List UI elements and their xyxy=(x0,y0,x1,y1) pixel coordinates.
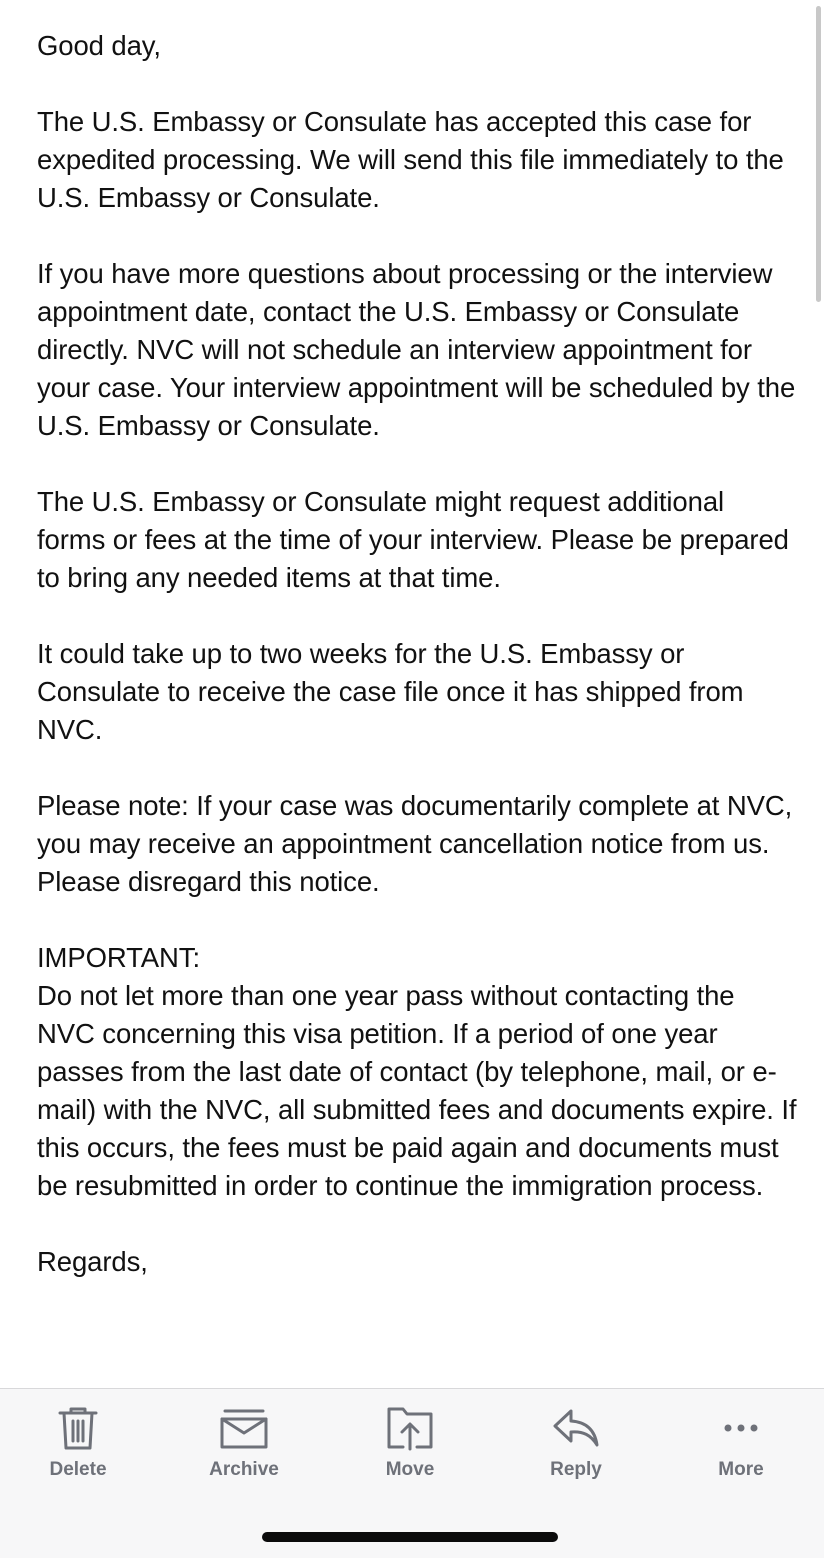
move-button[interactable] xyxy=(345,1405,475,1485)
more-button[interactable] xyxy=(676,1405,806,1485)
paragraph: If you have more questions about processing or the interview appointment date, contact the U.S. Embassy or Consulate directly. NVC will not schedule an interview appointment for your case. Your interview appointment will be scheduled by the U.S. Embassy or Consulate. xyxy=(37,258,796,441)
move-icon xyxy=(385,1405,435,1451)
reply-icon xyxy=(551,1405,601,1451)
trash-icon xyxy=(56,1405,100,1451)
closing: Regards, xyxy=(37,1246,148,1277)
delete-button[interactable] xyxy=(13,1405,143,1485)
more-label: More xyxy=(718,1459,764,1480)
delete-label: Delete xyxy=(49,1459,107,1480)
scrollbar[interactable] xyxy=(816,6,821,302)
reply-button[interactable] xyxy=(511,1405,641,1485)
paragraph: Please note: If your case was documentarily complete at NVC, you may receive an appointment cancellation notice from us. Please disregard this notice. xyxy=(37,790,793,897)
home-indicator[interactable] xyxy=(262,1532,558,1542)
paragraph: It could take up to two weeks for the U.S. Embassy or Consulate to receive the case file once it has shipped from NVC. xyxy=(37,638,744,745)
greeting: Good day, xyxy=(37,30,161,61)
reply-label: Reply xyxy=(550,1459,602,1480)
archive-icon xyxy=(219,1405,269,1451)
important-text: Do not let more than one year pass without contacting the NVC concerning this visa petition. If a period of one year passes from the last date of contact (by telephone, mail, or e-mail) with the NVC, all submitted fees and documents expire. If this occurs, the fees must be paid again and documents must be resubmitted in order to continue the immigration process. xyxy=(37,980,797,1201)
email-message xyxy=(37,27,797,1319)
more-icon xyxy=(716,1405,766,1451)
move-label: Move xyxy=(385,1459,435,1480)
important-heading: IMPORTANT: xyxy=(37,942,200,973)
archive-label: Archive xyxy=(209,1459,279,1480)
paragraph: The U.S. Embassy or Consulate has accepted this case for expedited processing. We will send this file immediately to the U.S. Embassy or Consulate. xyxy=(37,106,784,213)
paragraph: The U.S. Embassy or Consulate might request additional forms or fees at the time of your interview. Please be prepared to bring any needed items at that time. xyxy=(37,486,789,593)
archive-button[interactable] xyxy=(179,1405,309,1485)
